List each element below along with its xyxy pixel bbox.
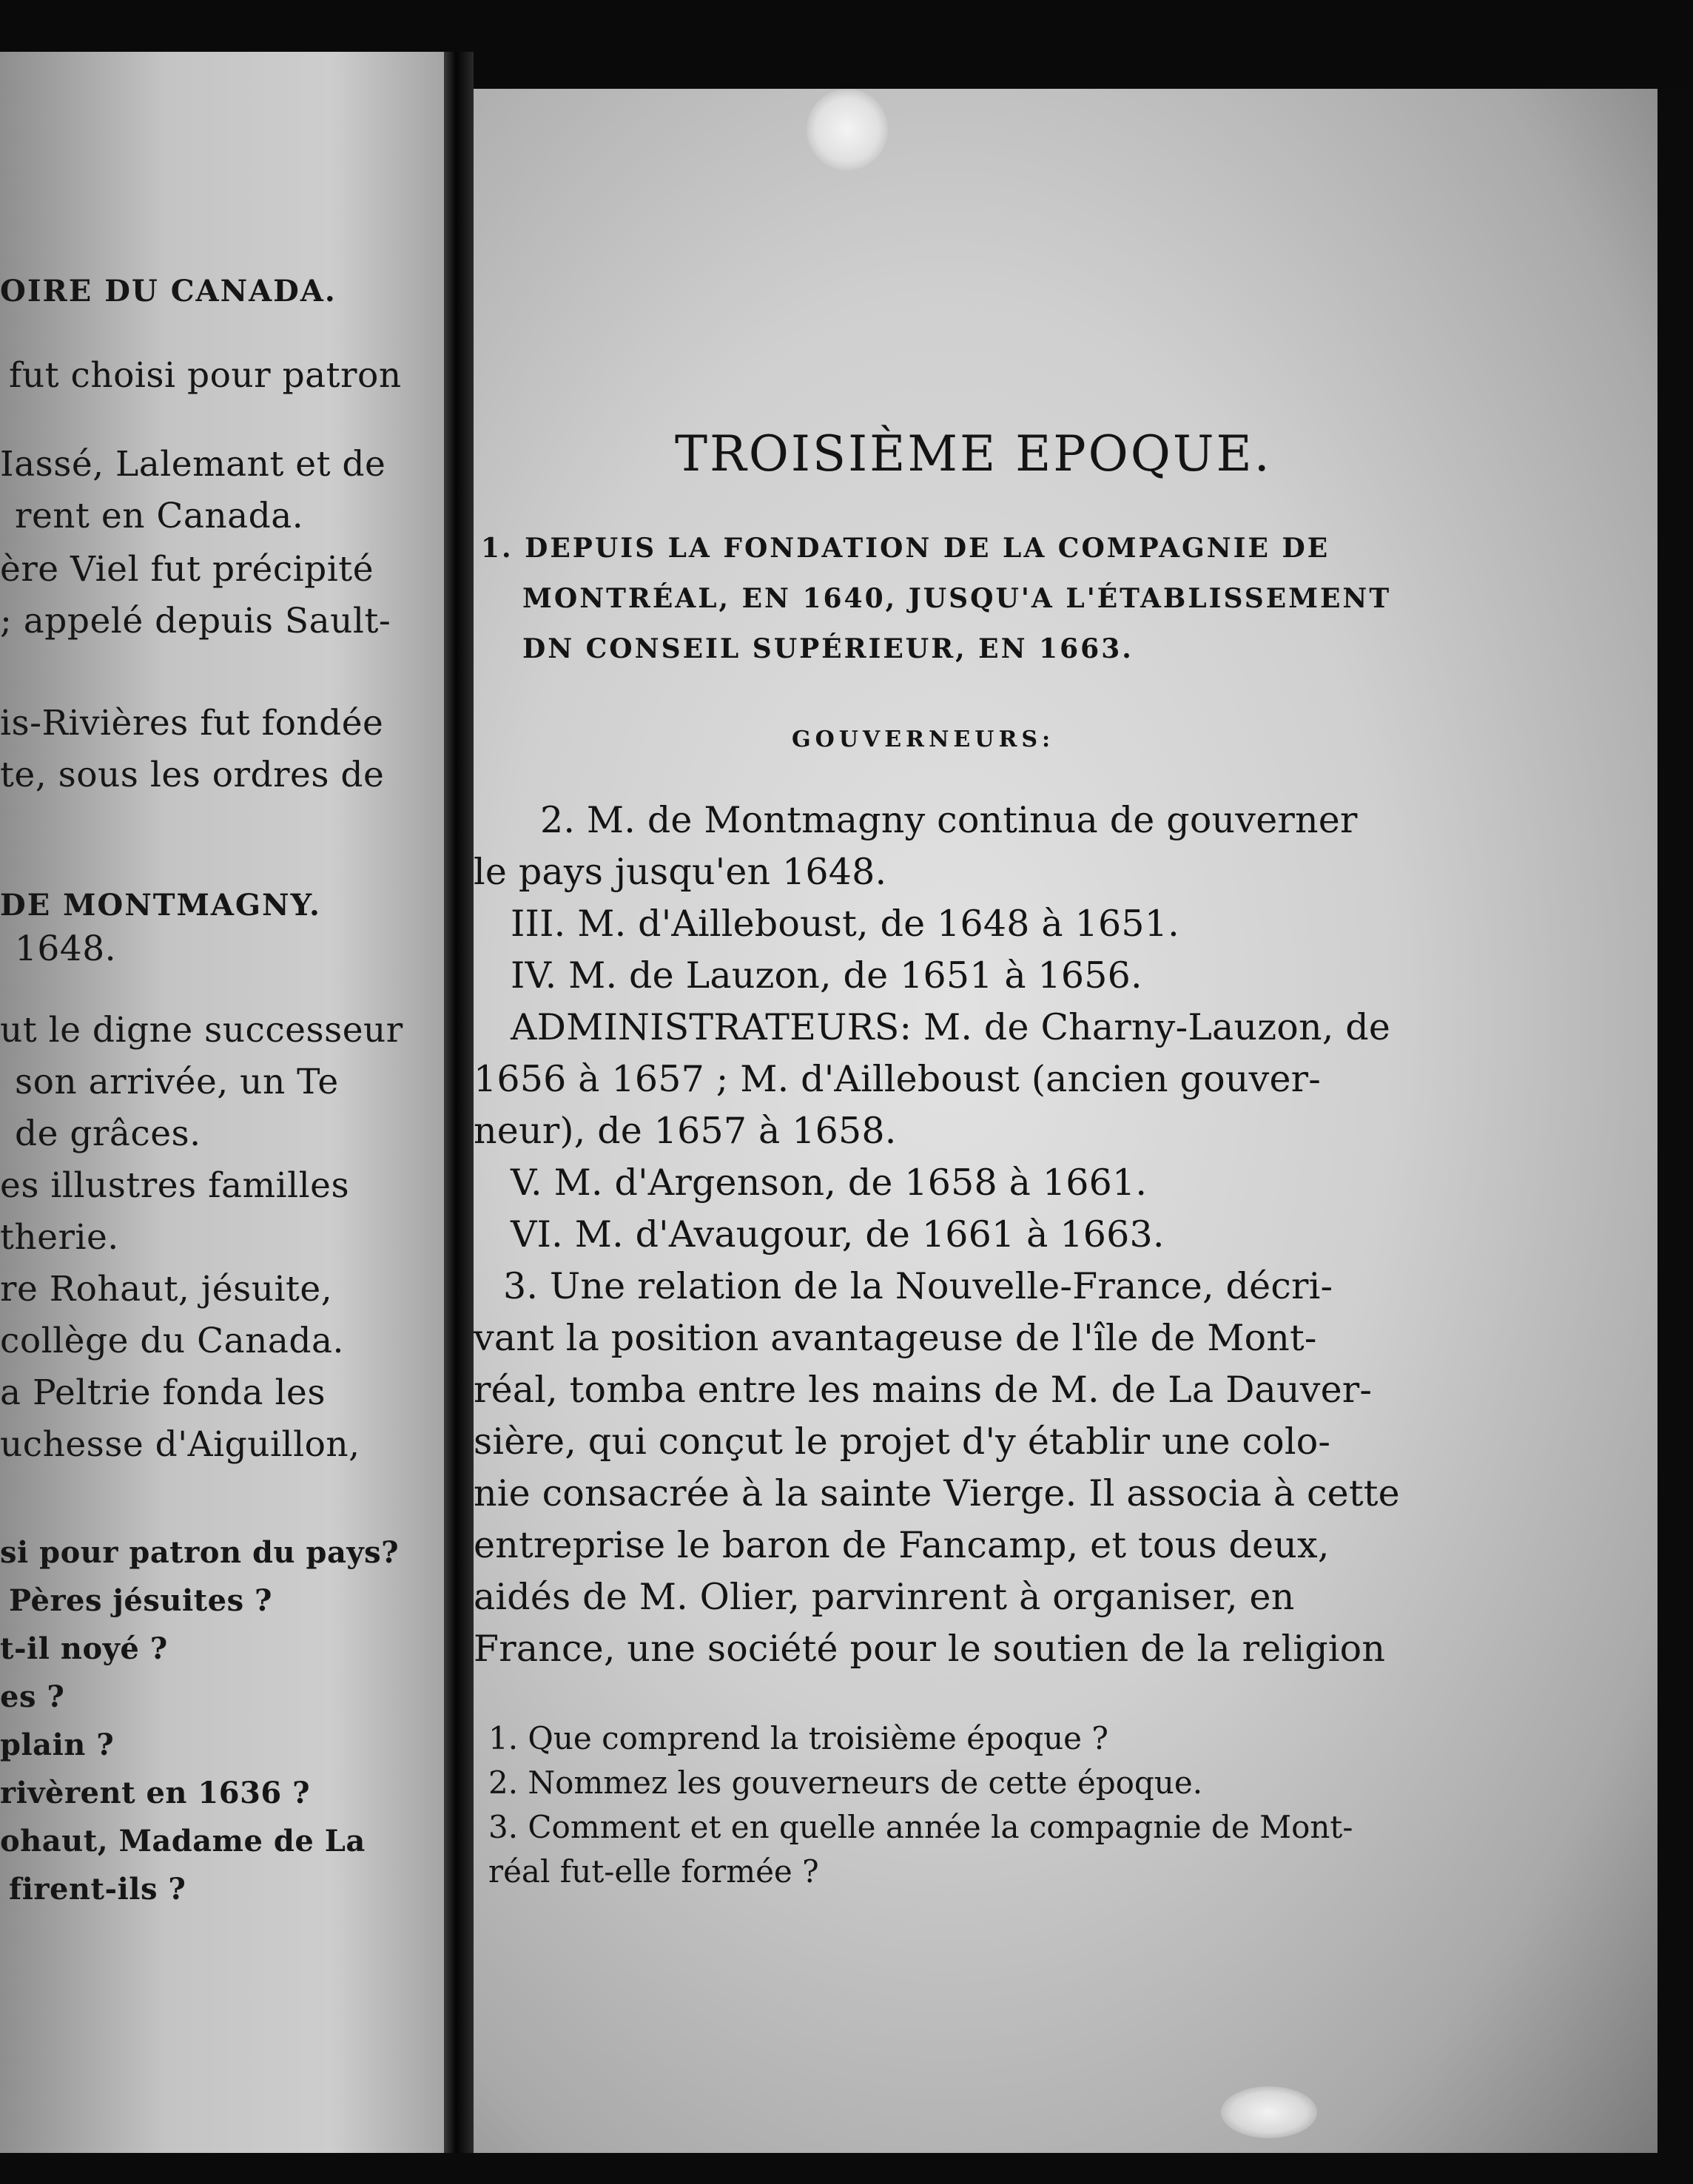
chapter-title: TROISIÈME EPOQUE. <box>675 425 1272 482</box>
left-line: te, sous les ordres de <box>0 755 385 795</box>
paragraph-line: V. M. d'Argenson, de 1658 à 1661. <box>511 1162 1148 1204</box>
paragraph-line: nie consacrée à la sainte Vierge. Il associa à cette <box>474 1472 1400 1514</box>
paper-stain <box>807 89 888 170</box>
paragraph-line: 1656 à 1657 ; M. d'Ailleboust (ancien gouver- <box>474 1058 1322 1100</box>
paragraph-line: vant la position avantageuse de l'île de Mont- <box>474 1317 1317 1359</box>
left-question: t-il noyé ? <box>0 1631 168 1666</box>
left-page <box>0 52 474 2153</box>
paragraph-line: III. M. d'Ailleboust, de 1648 à 1651. <box>511 903 1179 945</box>
left-line: therie. <box>0 1217 119 1258</box>
left-line: re Rohaut, jésuite, <box>0 1269 333 1310</box>
left-question: rivèrent en 1636 ? <box>0 1776 311 1810</box>
left-line: ; appelé depuis Sault- <box>0 601 391 641</box>
left-line: 1648. <box>15 928 117 969</box>
paragraph-line: 3. Une relation de la Nouvelle-France, décri- <box>503 1265 1333 1307</box>
left-line: is-Rivières fut fondée <box>0 703 384 744</box>
review-question: 2. Nommez les gouverneurs de cette époque. <box>488 1765 1203 1801</box>
paragraph-line: entreprise le baron de Fancamp, et tous deux, <box>474 1524 1330 1566</box>
left-section-header: DE MONTMAGNY. <box>0 888 321 923</box>
left-question: es ? <box>0 1679 65 1714</box>
review-question: 3. Comment et en quelle année la compagnie de Mont- <box>488 1809 1353 1845</box>
left-question: firent-ils ? <box>9 1872 186 1907</box>
left-question: Pères jésuites ? <box>9 1583 272 1618</box>
paragraph-line: IV. M. de Lauzon, de 1651 à 1656. <box>511 954 1142 997</box>
left-line: de grâces. <box>15 1113 201 1154</box>
governors-subheading: GOUVERNEURS: <box>792 727 1055 752</box>
left-line: es illustres familles <box>0 1165 350 1206</box>
section-heading-line: DN CONSEIL SUPÉRIEUR, EN 1663. <box>522 633 1134 664</box>
paragraph-line: aidés de M. Olier, parvinrent à organiser, en <box>474 1576 1295 1618</box>
left-line: collège du Canada. <box>0 1321 344 1361</box>
paragraph-line: le pays jusqu'en 1648. <box>474 851 887 893</box>
section-heading-line: MONTRÉAL, EN 1640, JUSQU'A L'ÉTABLISSEMENT <box>522 583 1392 614</box>
left-line: rent en Canada. <box>15 496 304 536</box>
paragraph-line: sière, qui conçut le projet d'y établir une colo- <box>474 1420 1331 1463</box>
left-line: Iassé, Lalemant et de <box>0 444 386 485</box>
left-line: a Peltrie fonda les <box>0 1372 326 1413</box>
left-line: fut choisi pour patron <box>9 355 402 396</box>
left-question: si pour patron du pays? <box>0 1535 400 1570</box>
section-heading-line: 1. DEPUIS LA FONDATION DE LA COMPAGNIE DE <box>481 533 1330 564</box>
review-question: 1. Que comprend la troisième époque ? <box>488 1720 1108 1756</box>
left-line: uchesse d'Aiguillon, <box>0 1424 360 1465</box>
review-question: réal fut-elle formée ? <box>488 1853 819 1890</box>
left-question: ohaut, Madame de La <box>0 1824 366 1858</box>
paragraph-line: VI. M. d'Avaugour, de 1661 à 1663. <box>511 1213 1165 1256</box>
paragraph-line: 2. M. de Montmagny continua de gouverner <box>540 799 1358 841</box>
left-line: ut le digne successeur <box>0 1010 403 1051</box>
left-line: son arrivée, un Te <box>15 1062 339 1102</box>
page-gutter <box>444 52 474 2153</box>
paragraph-line: neur), de 1657 à 1658. <box>474 1110 897 1152</box>
left-running-header: OIRE DU CANADA. <box>0 274 337 309</box>
right-page <box>474 89 1657 2153</box>
left-question: plain ? <box>0 1728 115 1762</box>
paragraph-line: ADMINISTRATEURS: M. de Charny-Lauzon, de <box>511 1006 1391 1048</box>
left-line: ère Viel fut précipité <box>0 549 374 590</box>
paragraph-line: réal, tomba entre les mains de M. de La Dauver- <box>474 1369 1373 1411</box>
paper-stain <box>1221 2086 1317 2138</box>
paragraph-line: France, une société pour le soutien de la religion <box>474 1628 1386 1670</box>
